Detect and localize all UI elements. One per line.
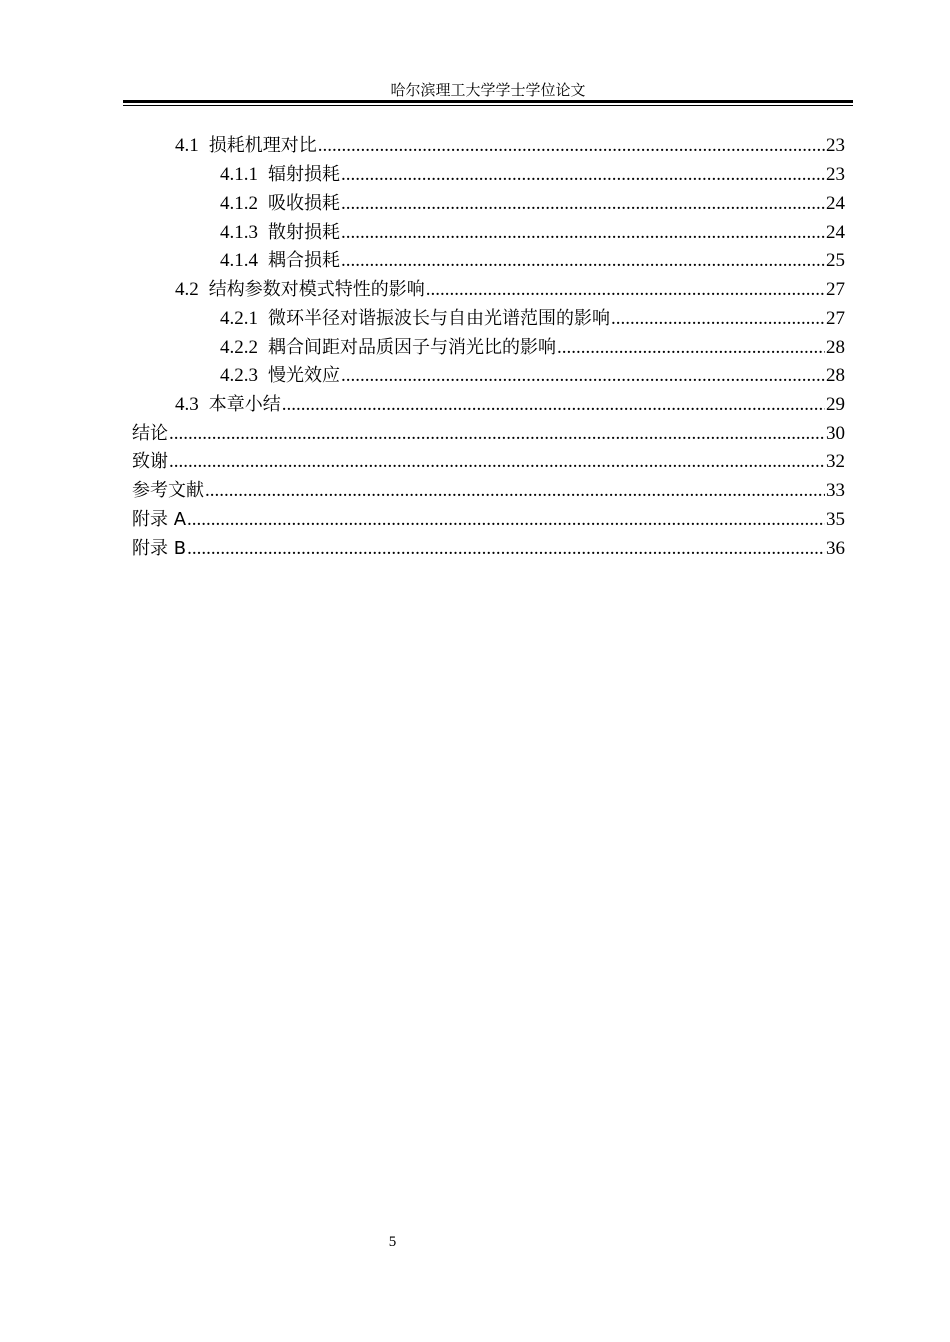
toc-entry-page: 25 <box>826 250 845 271</box>
toc-entry-page: 27 <box>826 279 845 300</box>
toc-entry-appendix-a[interactable] <box>132 505 845 534</box>
toc-leader-dots <box>205 476 825 505</box>
toc-leader-dots <box>557 333 825 362</box>
toc-entry-4-1-3[interactable] <box>220 218 845 247</box>
toc-entry-references[interactable] <box>132 476 845 505</box>
toc-entry-title: 附录 B <box>132 538 187 559</box>
toc-entry-number: 4.1 <box>175 135 199 156</box>
toc-entry-title: 吸收损耗 <box>268 193 340 214</box>
toc-entry-page: 28 <box>826 337 845 358</box>
toc-leader-dots <box>169 447 825 476</box>
toc-entry-number: 4.1.3 <box>220 222 258 243</box>
toc-entry-4-1-4[interactable] <box>220 246 845 275</box>
toc-leader-dots <box>341 246 825 275</box>
toc-entry-conclusion[interactable] <box>132 419 845 448</box>
toc-leader-dots <box>169 419 825 448</box>
toc-entry-4-1[interactable] <box>175 131 845 160</box>
toc-entry-page: 30 <box>826 423 845 444</box>
toc-entry-page: 35 <box>826 509 845 530</box>
header-rule-thin <box>123 105 853 106</box>
toc-entry-title: 损耗机理对比 <box>208 135 317 156</box>
toc-leader-dots <box>341 361 825 390</box>
toc-entry-number: 4.2.2 <box>220 337 258 358</box>
toc-leader-dots <box>187 505 825 534</box>
toc-entry-4-2[interactable] <box>175 275 845 304</box>
toc-entry-appendix-b[interactable] <box>132 534 845 563</box>
toc-entry-title: 耦合损耗 <box>268 250 340 271</box>
toc-leader-dots <box>341 189 825 218</box>
toc-entry-title: 辐射损耗 <box>268 164 340 185</box>
toc-leader-dots <box>341 218 825 247</box>
toc-entry-number: 4.2 <box>175 279 199 300</box>
toc-entry-number: 4.3 <box>175 394 199 415</box>
toc-entry-title: 散射损耗 <box>268 222 340 243</box>
toc-entry-number: 4.1.1 <box>220 164 258 185</box>
toc-entry-page: 32 <box>826 451 845 472</box>
toc-entry-page: 24 <box>826 222 845 243</box>
toc-entry-title: 本章小结 <box>208 394 281 415</box>
toc-entry-title: 慢光效应 <box>268 365 340 386</box>
toc-entry-title: 附录 A <box>132 509 187 530</box>
toc-entry-4-2-1[interactable] <box>220 304 845 333</box>
toc-entry-page: 27 <box>826 308 845 329</box>
toc-leader-dots <box>318 131 825 160</box>
toc-entry-title: 结论 <box>132 423 168 444</box>
toc-entry-page: 28 <box>826 365 845 386</box>
toc-entry-title: 参考文献 <box>132 480 204 501</box>
toc-entry-page: 24 <box>826 193 845 214</box>
toc-entry-acknowledgements[interactable] <box>132 447 845 476</box>
toc-entry-number: 4.1.2 <box>220 193 258 214</box>
toc-entry-number: 4.1.4 <box>220 250 258 271</box>
toc-entry-4-2-3[interactable] <box>220 361 845 390</box>
toc-entry-page: 23 <box>826 164 845 185</box>
toc-entry-4-2-2[interactable] <box>220 333 845 362</box>
toc-entry-title: 结构参数对模式特性的影响 <box>208 279 425 300</box>
toc-entry-4-1-2[interactable] <box>220 189 845 218</box>
toc-leader-dots <box>282 390 825 419</box>
toc-entry-page: 29 <box>826 394 845 415</box>
toc-entry-number: 4.2.3 <box>220 365 258 386</box>
toc-entry-page: 36 <box>826 538 845 559</box>
toc-entry-page: 23 <box>826 135 845 156</box>
toc-entry-page: 33 <box>826 480 845 501</box>
toc-entry-title: 致谢 <box>132 451 168 472</box>
toc-leader-dots <box>426 275 825 304</box>
toc-leader-dots <box>341 160 825 189</box>
toc-leader-dots <box>187 534 825 563</box>
page-number: 5 <box>388 1234 397 1250</box>
toc-entry-4-3[interactable] <box>175 390 845 419</box>
toc-entry-title: 耦合间距对品质因子与消光比的影响 <box>268 337 556 358</box>
toc-entry-4-1-1[interactable] <box>220 160 845 189</box>
toc-entry-number: 4.2.1 <box>220 308 258 329</box>
toc-leader-dots <box>611 304 825 333</box>
toc-entry-title: 微环半径对谐振波长与自由光谱范围的影响 <box>268 308 610 329</box>
page-header: 哈尔滨理工大学学士学位论文 <box>390 81 586 99</box>
header-rule-thick <box>123 100 853 103</box>
